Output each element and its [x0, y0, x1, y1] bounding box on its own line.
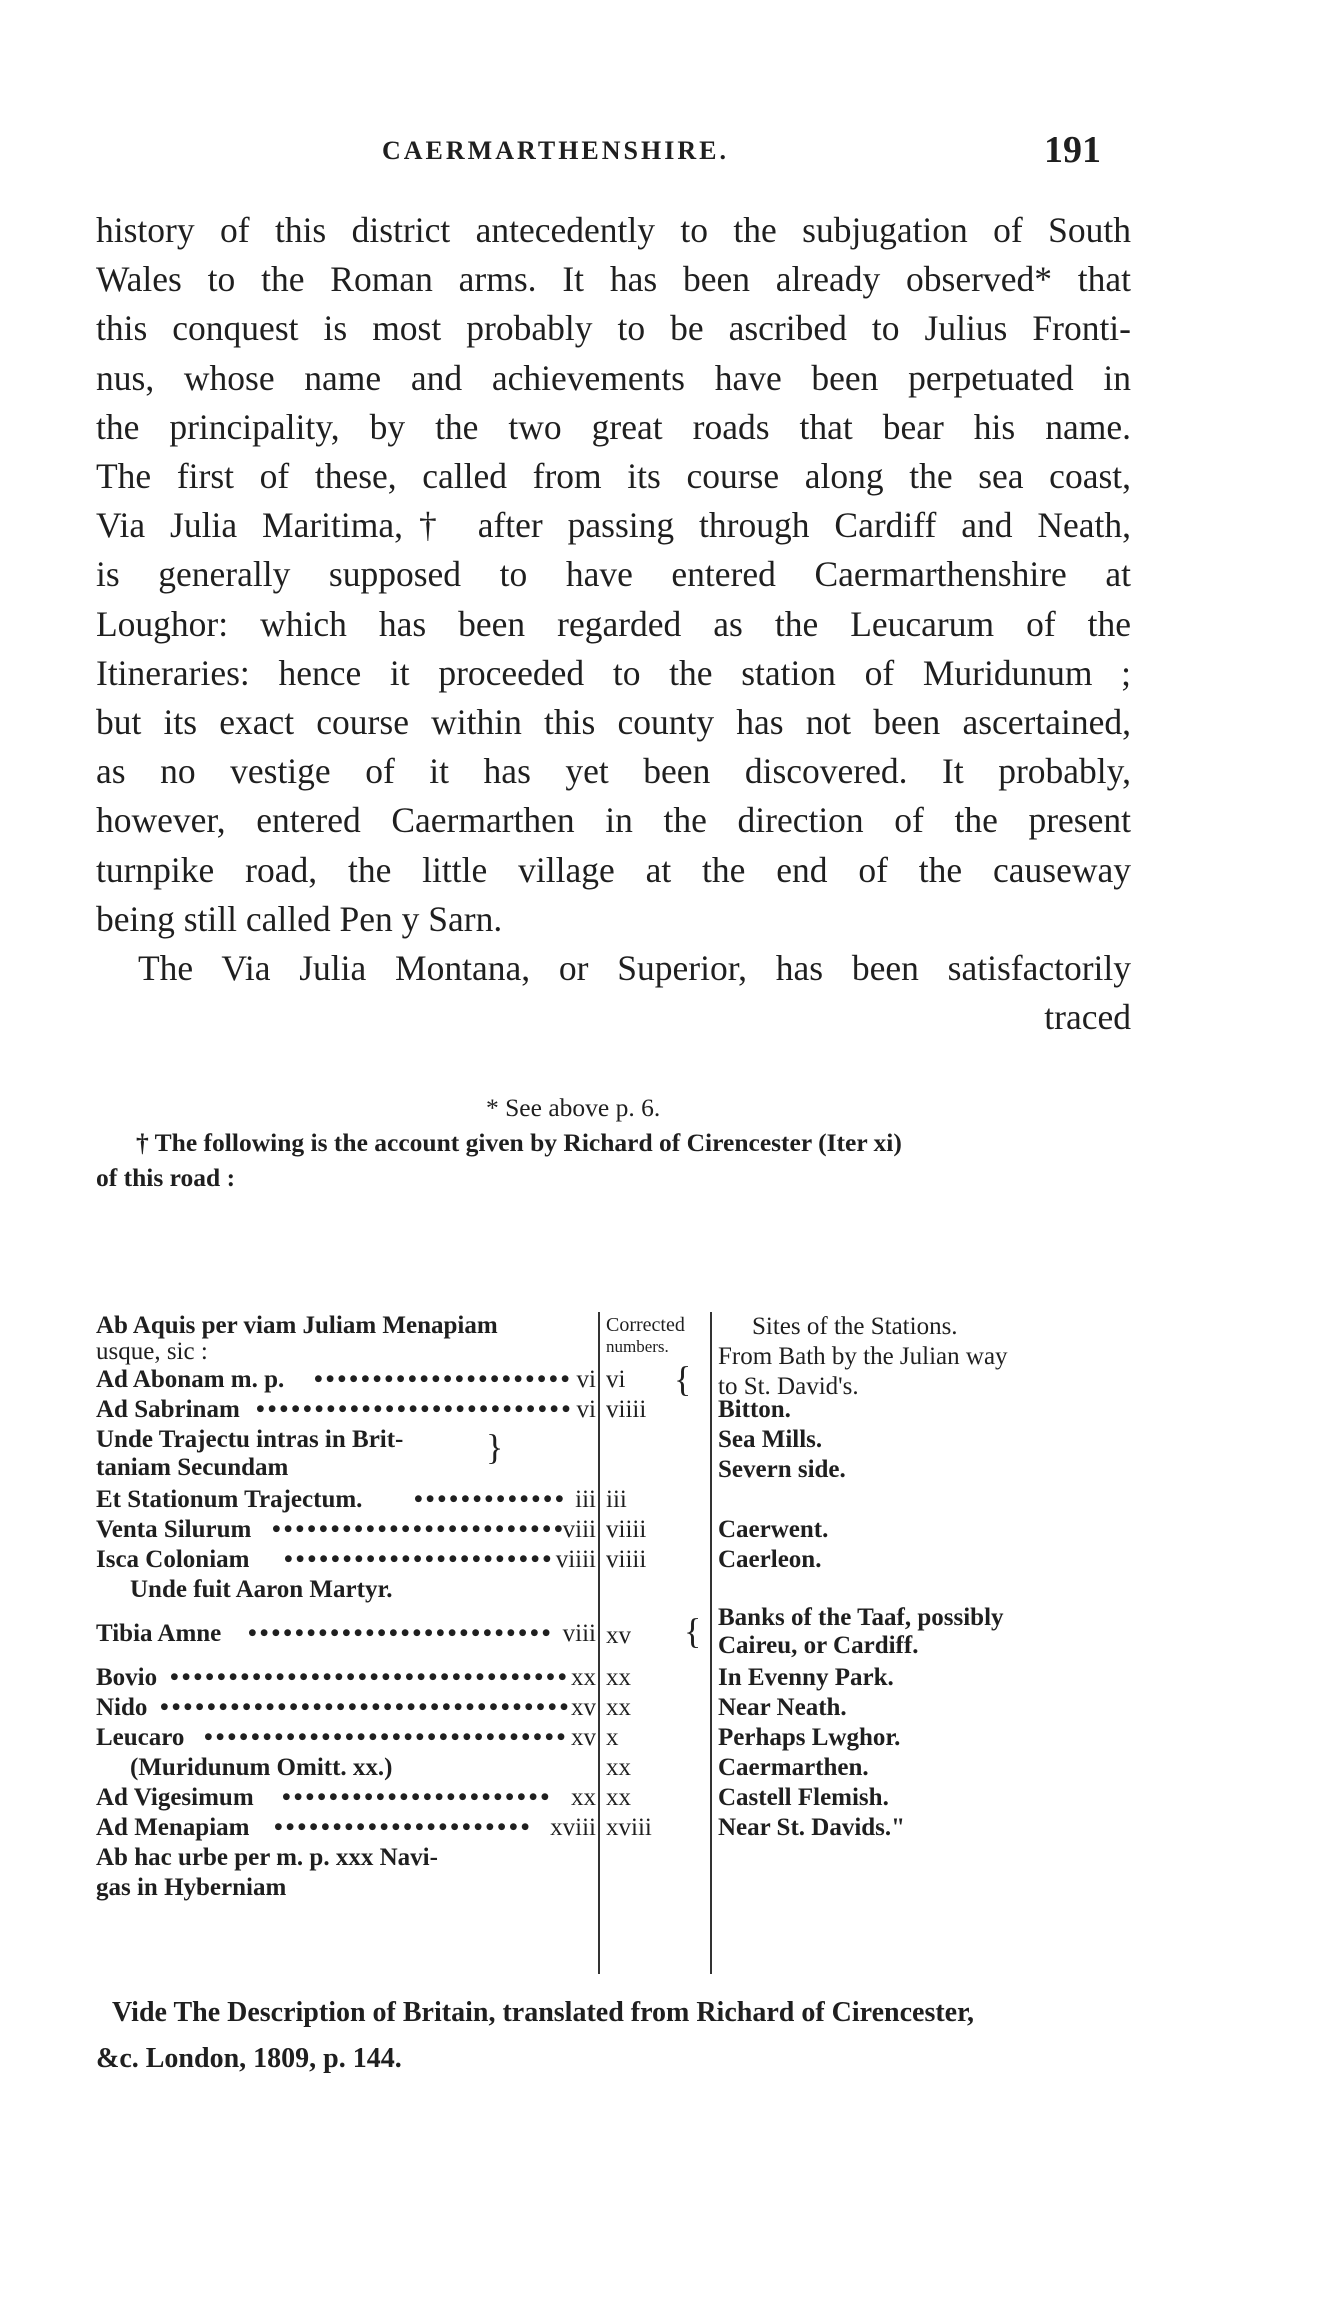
citation-line: &c. London, 1809, p. 144.: [96, 2043, 402, 2074]
dot-leader: •••••••••••••••••••••••: [284, 1546, 555, 1573]
station-name: Ad Abonam m. p.: [96, 1366, 285, 1393]
column-rule: [598, 1312, 600, 1974]
station-site: Castell Flemish.: [718, 1784, 889, 1811]
corrected-number: vi: [606, 1366, 626, 1393]
corrected-number: xviii: [606, 1814, 652, 1841]
footnote-2: † The following is the account given by Richard of Cirencester (Iter xi): [136, 1128, 902, 1157]
corrected-number: viiii: [606, 1396, 647, 1423]
text-line: The first of these, called from its course along the sea coast,: [96, 456, 1131, 497]
text-line: being still called Pen y Sarn.: [96, 898, 503, 939]
corrected-numbers-header: Corrected numbers.: [606, 1314, 685, 1356]
station-site: Banks of the Taaf, possibly: [718, 1604, 1004, 1631]
station-name: Nido: [96, 1694, 148, 1721]
station-name: Isca Coloniam: [96, 1546, 250, 1573]
itinerary-row: [96, 1784, 596, 1814]
dot-leader: ••••••••••••••••••••••••••: [248, 1620, 554, 1647]
brace: {: [684, 1611, 702, 1651]
station-site: Caerwent.: [718, 1516, 829, 1543]
column-rule: [710, 1312, 712, 1974]
text-line: the principality, by the two great roads that bear his name.: [96, 406, 1131, 447]
dot-leader: ••••••••••••••••••••••: [274, 1814, 533, 1841]
station-name: Ad Vigesimum: [96, 1784, 254, 1811]
sites-header: Sites of the Stations. From Bath by the Julian way to St. David's.: [718, 1313, 1008, 1400]
station-number: xviii: [550, 1814, 596, 1841]
corrected-number: viiii: [606, 1516, 647, 1543]
station-name: Ad Menapiam: [96, 1814, 250, 1841]
text-line: Loughor: which has been regarded as the Leucarum of the: [96, 603, 1131, 644]
station-number: xx: [571, 1784, 596, 1811]
station-number: vi: [576, 1396, 596, 1423]
dot-leader: •••••••••••••••••••••••••••: [256, 1396, 574, 1423]
station-number: viii: [562, 1620, 596, 1647]
station-number: iii: [575, 1486, 596, 1513]
text-line: Itineraries: hence it proceeded to the station of Muridunum ;: [96, 652, 1131, 693]
itinerary-row: [96, 1620, 596, 1650]
text-line: turnpike road, the little village at the end of the causeway: [96, 849, 1131, 890]
text-line: Via Julia Maritima,† after passing through Cardiff and Neath,: [96, 505, 1131, 546]
text-line: history of this district antecedently to the subjugation of South: [96, 210, 1131, 250]
dot-leader: •••••••••••••••••••••••••••••••••••: [160, 1694, 572, 1721]
running-head: [0, 128, 1338, 172]
unde-fuit: Unde fuit Aaron Martyr.: [130, 1576, 393, 1603]
corrected-number: xx: [606, 1754, 631, 1781]
itinerary-row: [96, 1396, 596, 1426]
itinerary-row: [96, 1366, 596, 1396]
text-line: as no vestige of it has yet been discovered. It probably,: [96, 751, 1131, 792]
itinerary-row: [96, 1694, 596, 1724]
station-number: xv: [571, 1724, 596, 1751]
station-site: Sea Mills.: [718, 1426, 823, 1453]
station-site: Near St. Davids.": [718, 1814, 906, 1841]
running-title: CAERMARTHENSHIRE.: [382, 136, 729, 165]
itinerary-row: [96, 1486, 596, 1516]
station-number: viiii: [555, 1546, 596, 1573]
itinerary-row: [96, 1664, 596, 1694]
footnote-2-cont: of this road :: [96, 1163, 236, 1192]
station-site: Severn side.: [718, 1456, 846, 1483]
citation: [96, 1990, 1136, 2082]
body-text: [96, 206, 1131, 1042]
dot-leader: •••••••••••••••••••••••: [282, 1784, 553, 1811]
station-site: Caerleon.: [718, 1546, 822, 1573]
station-site-cont: Caireu, or Cardiff.: [718, 1632, 919, 1659]
station-site: Caermarthen.: [718, 1754, 869, 1781]
itinerary-row: [96, 1546, 596, 1576]
corrected-number: xv: [606, 1622, 631, 1649]
corrected-number: xx: [606, 1694, 631, 1721]
corrected-number: iii: [606, 1486, 627, 1513]
text-line: however, entered Caermarthen in the direction of the present: [96, 800, 1131, 841]
catchword: traced: [1044, 997, 1131, 1038]
brace: {: [674, 1359, 692, 1399]
dot-leader: ••••••••••••••••••••••: [314, 1366, 573, 1393]
station-name: Unde Trajectu intras in Brit-: [96, 1426, 404, 1453]
itinerary-heading: Ab Aquis per viam Juliam Menapiam: [96, 1312, 498, 1339]
corrected-number: xx: [606, 1784, 631, 1811]
text-line: The Via Julia Montana, or Superior, has been satisfactorily: [138, 948, 1131, 989]
text-line: this conquest is most probably to be ascribed to Julius Fronti-: [96, 308, 1131, 349]
text-line: but its exact course within this county has not been ascertained,: [96, 702, 1131, 743]
itinerary-table: [96, 1312, 1136, 1974]
itinerary-heading-cont: usque, sic :: [96, 1338, 208, 1365]
station-name: Bovio: [96, 1664, 158, 1691]
itinerary-row: [96, 1516, 596, 1546]
ab-hac-urbe-cont: gas in Hyberniam: [96, 1874, 287, 1901]
corrected-number: xx: [606, 1664, 631, 1691]
station-name: Tibia Amne: [96, 1620, 222, 1647]
text-line: nus, whose name and achievements have been perpetuated in: [96, 357, 1131, 398]
station-number: xx: [571, 1664, 596, 1691]
dot-leader: •••••••••••••••••••••••••: [272, 1516, 566, 1543]
station-number: vi: [576, 1366, 596, 1393]
station-site: In Evenny Park.: [718, 1664, 894, 1691]
station-name: Leucaro: [96, 1724, 185, 1751]
station-name-cont: taniam Secundam: [96, 1454, 289, 1481]
footnotes: [96, 1090, 1131, 1195]
text-line: is generally supposed to have entered Caermarthenshire at: [96, 554, 1131, 595]
ab-hac-urbe: Ab hac urbe per m. p. xxx Navi-: [96, 1844, 438, 1871]
corrected-number: viiii: [606, 1546, 647, 1573]
station-number: xv: [571, 1694, 596, 1721]
text-line: Wales to the Roman arms. It has been already observed* that: [96, 259, 1131, 300]
station-site: Bitton.: [718, 1396, 791, 1423]
corrected-number: x: [606, 1724, 619, 1751]
station-site: Near Neath.: [718, 1694, 847, 1721]
dot-leader: •••••••••••••••••••••••••••••••: [204, 1724, 569, 1751]
itinerary-row: [96, 1724, 596, 1754]
station-site: Perhaps Lwghor.: [718, 1724, 901, 1751]
station-name: Ad Sabrinam: [96, 1396, 240, 1423]
itinerary-row: [96, 1814, 596, 1844]
citation-line: Vide The Description of Britain, translated from Richard of Cirencester,: [112, 1997, 974, 2028]
brace: }: [486, 1427, 504, 1467]
station-number: viii: [562, 1516, 596, 1543]
dot-leader: ••••••••••••••••••••••••••••••••••: [170, 1664, 570, 1691]
footnote-1: * See above p. 6.: [486, 1093, 661, 1122]
muridunum-note: (Muridunum Omitt. xx.): [130, 1754, 393, 1781]
station-name: Et Stationum Trajectum.: [96, 1486, 363, 1513]
page-number: 191: [1044, 129, 1101, 171]
dot-leader: •••••••••••••: [414, 1486, 567, 1513]
station-name: Venta Silurum: [96, 1516, 252, 1543]
